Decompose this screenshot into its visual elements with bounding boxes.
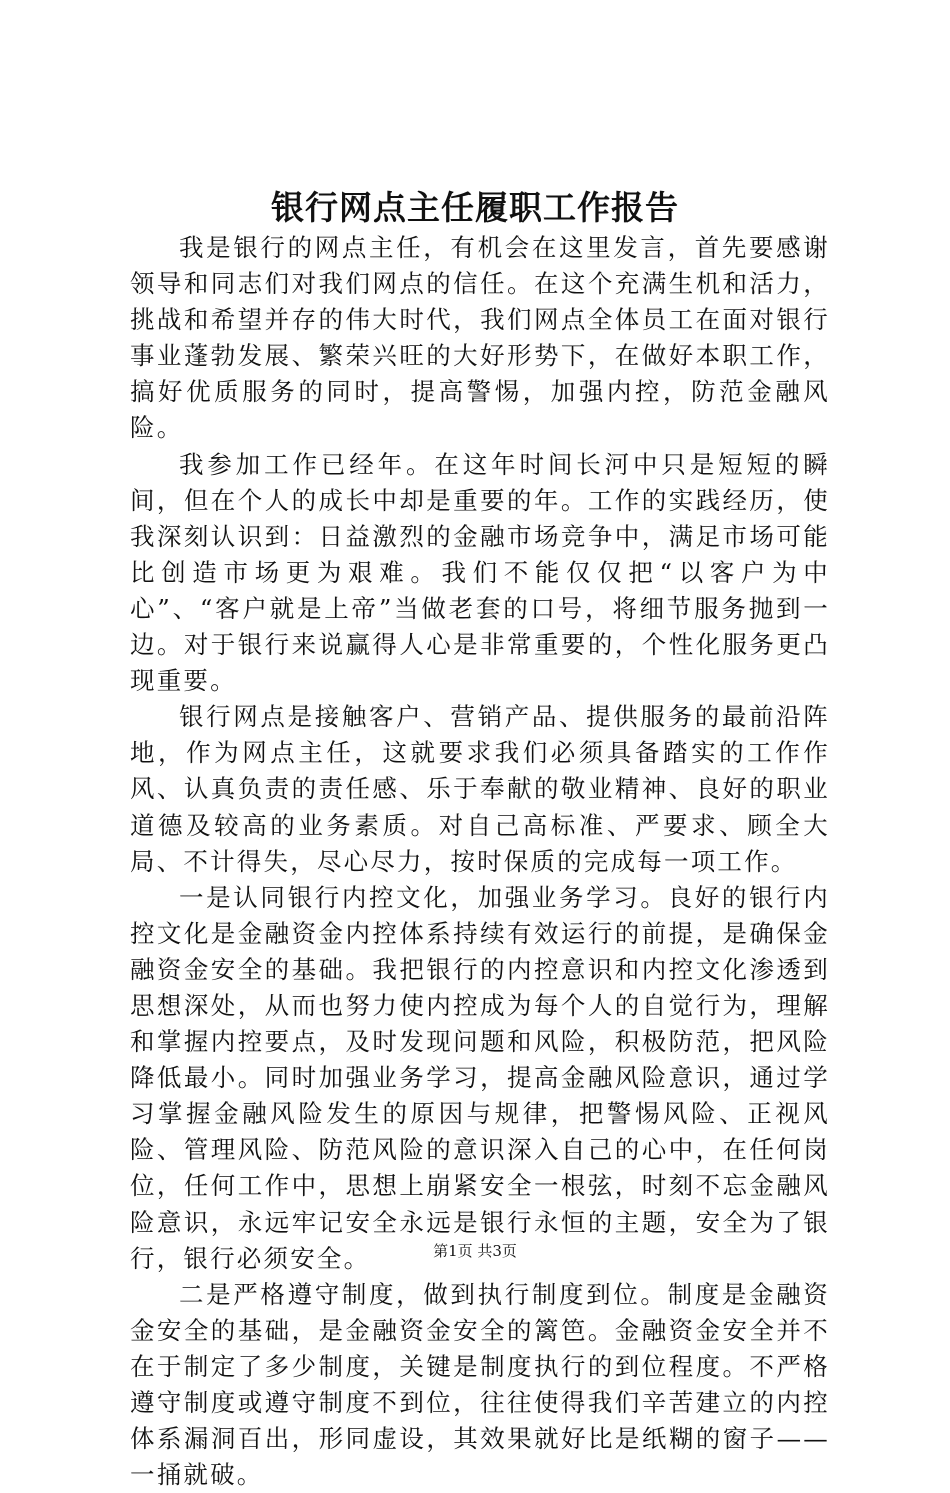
paragraph-experience: 我参加工作已经年。在这年时间长河中只是短短的瞬间，但在个人的成长中却是重要的年。工作的实践经历，使我深刻认识到：日益激烈的金融市场竞争中，满足市场可能比创造市场更为艰难。我们不能仅仅把“以客户为中心”、“客户就是上帝”当做老套的口号，将细节服务抛到一边。对于银行来说赢得人心是非常重要的，个性化服务更凸现重要。 xyxy=(130,449,830,696)
paragraph-frontline: 银行网点是接触客户、营销产品、提供服务的最前沿阵地，作为网点主任，这就要求我们必须具备踏实的工作作风、认真负责的责任感、乐于奉献的敬业精神、良好的职业道德及较高的业务素质。对自己高标准、严要求、顾全大局、不计得失，尽心尽力，按时保质的完成每一项工作。 xyxy=(130,702,830,876)
page-footer: 第1页 共3页 xyxy=(433,1242,517,1260)
document-body xyxy=(130,230,830,1493)
paragraph-intro: 我是银行的网点主任，有机会在这里发言，首先要感谢领导和同志们对我们网点的信任。在这个充满生机和活力，挑战和希望并存的伟大时代，我们网点全体员工在面对银行事业蓬勃发展、繁荣兴旺的大好形势下，在做好本职工作，搞好优质服务的同时，提高警惕，加强内控，防范金融风险。 xyxy=(130,233,830,443)
document-title: 银行网点主任履职工作报告 xyxy=(271,188,679,227)
paragraph-point-two: 二是严格遵守制度，做到执行制度到位。制度是金融资金安全的基础，是金融资金安全的篱笆。金融资金安全并不在于制定了多少制度，关键是制度执行的到位程度。不严格遵守制度或遵守制度不到位，往往使得我们辛苦建立的内控体系漏洞百出，形同虚设，其效果就好比是纸糊的窗子——一捅就破。 xyxy=(130,1279,830,1490)
paragraph-point-one: 一是认同银行内控文化，加强业务学习。良好的银行内控文化是金融资金内控体系持续有效运行的前提，是确保金融资金安全的基础。我把银行的内控意识和内控文化渗透到思想深处，从而也努力使内控成为每个人的自觉行为，理解和掌握内控要点，及时发现问题和风险，积极防范，把风险降低最小。同时加强业务学习，提高金融风险意识，通过学习掌握金融风险发生的原因与规律，把警惕风险、正视风险、管理风险、防范风险的意识深入自己的心中，在任何岗位，任何工作中，思想上崩紧安全一根弦，时刻不忘金融风险意识，永远牢记安全永远是银行永恒的主题，安全为了银行，银行必须安全。 xyxy=(130,882,830,1273)
